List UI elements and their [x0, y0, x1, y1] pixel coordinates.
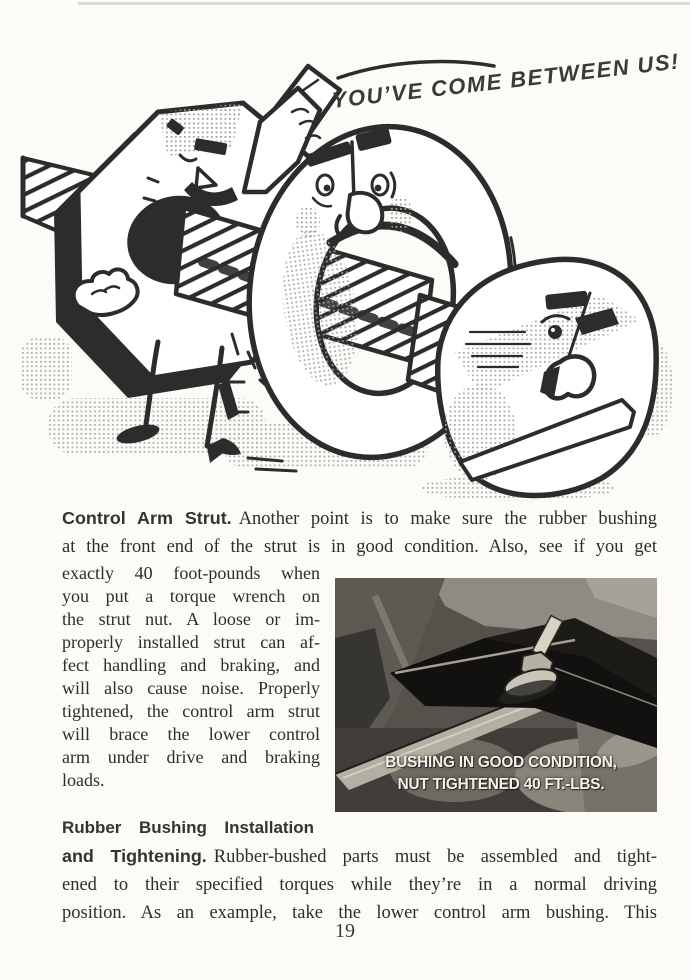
page-number: 19	[335, 920, 355, 942]
section-control-arm-strut	[62, 504, 657, 561]
photo-caption-line: NUT TIGHTENED 40 FT.-LBS.	[397, 776, 605, 793]
photo-caption	[363, 752, 639, 796]
text-line: exactly 40 foot-pounds when	[62, 563, 320, 583]
text-line: properly installed strut can af-	[62, 632, 320, 652]
text-line: position. As an example, take the lower control arm bushing. This	[62, 903, 657, 923]
text-line	[62, 842, 657, 871]
photo-caption-line: BUSHING IN GOOD CONDITION,	[385, 754, 617, 771]
text-line: tightened, the control arm strut	[62, 701, 320, 721]
text-run: Another point is to make sure the rubber bushing	[238, 509, 657, 529]
photo-figure	[335, 578, 657, 812]
text-line: the strut nut. A loose or im-	[62, 609, 320, 629]
text-line: fect handling and braking, and	[62, 655, 320, 675]
section-rubber-bushing	[62, 813, 657, 927]
text-run: Rubber-bushed parts must be assembled and tight-	[213, 847, 657, 867]
bolt-head-character	[438, 259, 656, 495]
scan-artifact	[78, 2, 690, 5]
text-line: ened to their specified torques while they’re in a normal driving	[62, 875, 657, 895]
text-line: loads.	[62, 770, 105, 790]
section-heading: and Tightening.	[62, 846, 207, 866]
cartoon-illustration	[8, 50, 680, 502]
text-line: you put a torque wrench on	[62, 586, 320, 606]
section-heading-line	[62, 813, 314, 842]
text-line: arm under drive and braking	[62, 747, 320, 767]
text-line: at the front end of the strut is in good condition. Also, see if you get	[62, 537, 657, 557]
text-line: will also cause noise. Properly	[62, 678, 320, 698]
text-line: will brace the lower control	[62, 724, 320, 744]
section-heading: Rubber Bushing Installation	[62, 818, 314, 837]
text-line	[62, 504, 657, 533]
cartoon-speech-text: YOU’VE COME BETWEEN US!	[330, 48, 681, 113]
wrapped-text-column	[62, 562, 320, 792]
section-heading: Control Arm Strut.	[62, 508, 232, 528]
